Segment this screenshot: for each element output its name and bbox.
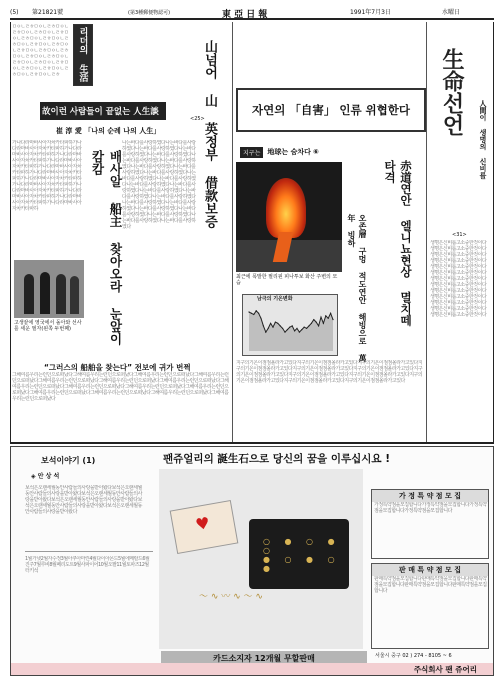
temperature-area <box>249 311 333 351</box>
masthead <box>10 6 494 20</box>
series-tag: 지구는 地球는 숨차다 ⑥ <box>240 146 380 158</box>
jewelry-photo <box>159 469 363 649</box>
temperature-point <box>248 311 249 312</box>
sales-recruit-box: 판 매 특 약 점 모 집 판매특약점을모집합니다판매특약점을모집합니다판매특약점을모집합니다판매특약점을모집합니다판매특약점을모집합니다 <box>371 563 489 649</box>
pull-quote: “그러스의 船舶을 찾는다” 전보에 귀가 번쩍 <box>44 363 191 372</box>
jewelry-case: ○ ● ○ ● ○ ● ○ ● ○ ● <box>249 519 349 589</box>
heart-icon: ♥ <box>193 513 212 535</box>
ship-headline: 배사알 船主 찾아오라 눈앞이 캄캄 <box>90 150 123 345</box>
weekday: 水曜日 <box>442 9 461 16</box>
temperature-point <box>320 316 321 317</box>
paper-name: 東 亞 日 報 <box>222 10 268 20</box>
temperature-point <box>328 318 329 319</box>
ad-author: ◈ 안 상 석 <box>31 473 60 480</box>
temperature-point <box>294 330 295 331</box>
leader-life-badge: 리더의 生活 <box>73 24 93 86</box>
temperature-point <box>251 313 252 314</box>
temperature-point <box>268 328 269 329</box>
jewelry-chains: 〜 ∿ 〰 ∿ 〜 ∿ <box>199 592 263 602</box>
temperature-point <box>265 332 266 333</box>
temperature-point <box>311 323 312 324</box>
temperature-point <box>263 325 264 326</box>
volcano-photo <box>236 162 342 272</box>
column-mark-2: <25> <box>190 116 205 122</box>
mountain-headline: 山넘어 山 英정부 借款보증 <box>202 40 217 228</box>
temperature-point <box>332 319 333 320</box>
temperature-point <box>287 329 288 330</box>
temperature-point <box>318 325 319 326</box>
temperature-point <box>258 313 259 314</box>
phone-number: 서울시 중구 02 ) 274 - 8105 ~ 6 <box>375 653 452 659</box>
series-banner: 故이런 사람들이 끝없는 人生談 <box>40 102 166 124</box>
temperature-point <box>325 315 326 316</box>
temperature-point <box>282 328 283 329</box>
temperature-point <box>260 318 261 319</box>
elnino-headline: 赤道연안 엘니뇨현상 멸치떼 타격 <box>383 160 413 326</box>
temperature-point <box>304 327 305 328</box>
ad-footer <box>11 663 493 675</box>
temperature-point <box>301 329 302 330</box>
temperature-point <box>284 332 285 333</box>
column-mark: <31> <box>452 232 467 238</box>
gift-card <box>170 500 239 554</box>
card-banner: 카드소지자 12개월 무할판매 <box>161 651 367 665</box>
brand-name: 주식회사 팬 쥬어리 <box>413 665 477 674</box>
temperature-point <box>270 323 271 324</box>
issue-number: 第21821號 <box>32 9 64 16</box>
temperature-point <box>299 332 300 333</box>
volcano-caption: 최근에 폭발한 필리핀 피나투보 화산 주변의 모습 <box>236 274 338 286</box>
photo-caption: 고생끝에 영국에서 돌아와 선사를 세운 필자(왼쪽 두번째) <box>14 320 82 332</box>
temperature-point <box>308 325 309 326</box>
temperature-point <box>272 327 273 328</box>
temperature-point <box>256 310 257 311</box>
chart-title: 남극의 기온변화 <box>257 296 293 302</box>
temperature-point <box>275 321 276 322</box>
life-declaration-title: 生命선언 <box>439 48 464 136</box>
temperature-point <box>289 327 290 328</box>
environment-headline-box: 자연의 「自害」 인류 위협한다 <box>236 88 426 132</box>
temperature-point <box>306 328 307 329</box>
temperature-point <box>296 328 297 329</box>
temperature-point <box>277 323 278 324</box>
jewelry-ad: 보석이야기 (1) ◈ 안 상 석 팬쥬얼리의 誕生石으로 당신의 꿈을 이루십시요 ! 보석은오랜세월동안사람들의사랑을받아왔다보석은오랜세월동안사람들의사랑을받아왔다보석은오랜세월동안사람들의사랑을받아왔다보석은오랜세월동안사람들의사랑을받아왔다보석은오랜세월동안사람들의사랑을받아왔다보석은오랜세월동안사람들의사랑을받아왔다 1월가넷2월자수정3월아쿠아마린4월다이아몬드5월에메랄드6월진주7월루비8월페리도트9월사파이어10월오팔11월토파즈12월터키석 ♥ ○ ● ○ ● ○ ● ○ ● ○ ● 〜 ∿ 〰 ∿ 〜 ∿ 카드소지자 12개월 무할판매 가 정 특 약 점 모 집 가정특약점을모집합니다가정특약점을모집합니다가정특약점을모집합니다가정특약점을모집합니다 판 매 특 약 점 모 집 판매특약점을모집합니다판매특약점을모집합니다판매특약점을모집합니다판매특약점을모집합니다판매특약점을모집합니다 서울시 중구 02 ) 274 - 8105 ~ 6 주식회사 팬 쥬어리 <box>10 446 494 676</box>
life-declaration-subtitle: 人間이 생명의 신비를 <box>479 100 487 179</box>
temperature-point <box>253 314 254 315</box>
series-subtitle: 崔 淳 愛 「나의 순례 나의 人生」 <box>56 127 161 135</box>
birthstone-list: 1월가넷2월자수정3월아쿠아마린4월다이아몬드5월에메랄드6월진주7월루비8월페리도트9월사파이어10월오팔11월토파즈12월터키석 <box>25 551 153 655</box>
temperature-point <box>316 321 317 322</box>
issue-date: 1991年7月3日 <box>350 9 391 16</box>
temperature-point <box>330 313 331 314</box>
ad-headline: 팬쥬얼리의 誕生石으로 당신의 꿈을 이루십시요 ! <box>163 453 390 465</box>
publisher-note: (第3種郵便物認可) <box>128 10 171 16</box>
temperature-point <box>292 325 293 326</box>
dealer-recruit-box: 가 정 특 약 점 모 집 가정특약점을모집합니다가정특약점을모집합니다가정특약점을모집합니다가정특약점을모집합니다 <box>371 489 489 559</box>
ozone-headline: 오존層 구멍 적도연안 해빙으로 萬年 빙하 <box>347 214 367 362</box>
chart-svg <box>247 305 335 353</box>
temperature-point <box>313 319 314 320</box>
temperature-point <box>280 325 281 326</box>
owners-photo <box>14 260 84 318</box>
ad-section-title: 보석이야기 (1) <box>41 456 96 465</box>
page-number: (5) <box>10 9 19 16</box>
temperature-point <box>323 323 324 324</box>
temperature-chart <box>242 294 338 356</box>
